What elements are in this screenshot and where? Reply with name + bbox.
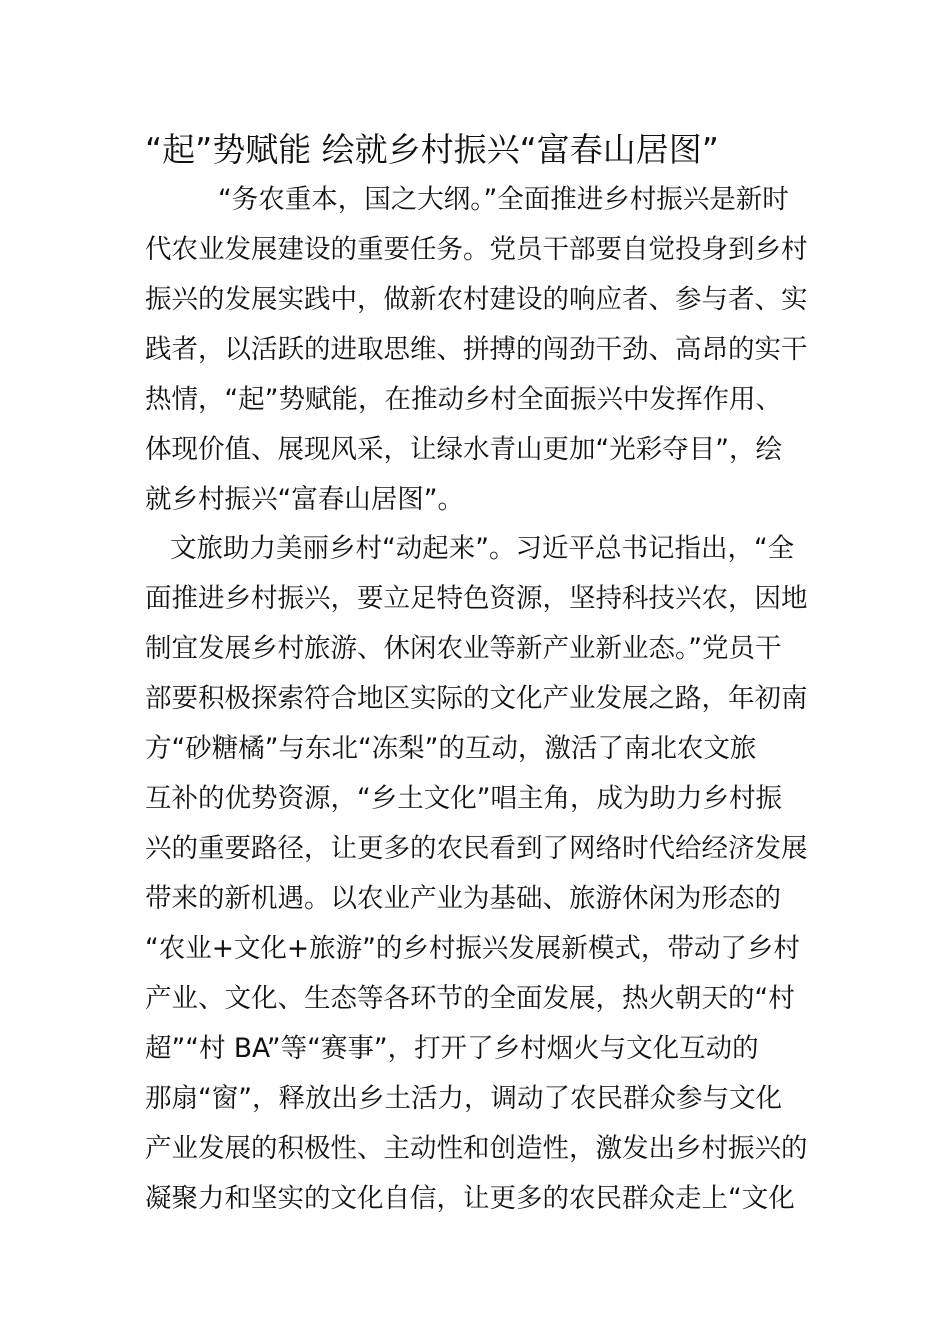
- paragraph-line: 方“砂糖橘”与东北“冻梨”的互动，激活了南北农文旅: [145, 733, 757, 764]
- paragraph-line: 那扇“窗”，释放出乡土活力，调动了农民群众参与文化: [145, 1083, 782, 1114]
- paragraph-line: 就乡村振兴“富春山居图”。: [145, 484, 464, 515]
- paragraph-line: “农业+文化+旅游”的乡村振兴发展新模式，带动了乡村: [145, 933, 800, 964]
- paragraph-line: 振兴的发展实践中，做新农村建设的响应者、参与者、实: [145, 284, 808, 315]
- paragraph-line: 带来的新机遇。以农业产业为基础、旅游休闲为形态的: [145, 883, 781, 914]
- paragraph-line: 热情，“起”势赋能，在推动乡村全面振兴中发挥作用、: [145, 384, 782, 415]
- paragraph-line: 代农业发展建设的重要任务。党员干部要自觉投身到乡村: [145, 234, 808, 265]
- paragraph-line: 兴的重要路径，让更多的农民看到了网络时代给经济发展: [145, 833, 808, 864]
- paragraph-line: 凝聚力和坚实的文化自信，让更多的农民群众走上“文化: [145, 1183, 795, 1214]
- paragraph-line: 体现价值、展现风采，让绿水青山更加“光彩夺目”，绘: [145, 434, 782, 465]
- paragraph-line: “务农重本，国之大纲。”全面推进乡村振兴是新时: [218, 184, 789, 215]
- paragraph-line: 产业、文化、生态等各环节的全面发展，热火朝天的“村: [145, 983, 795, 1014]
- paragraph-line: 产业发展的积极性、主动性和创造性，激发出乡村振兴的: [145, 1133, 808, 1164]
- paragraph-line: 互补的优势资源，“乡土文化”唱主角，成为助力乡村振: [145, 783, 782, 814]
- paragraph-line: 部要积极探索符合地区实际的文化产业发展之路，年初南: [145, 683, 808, 714]
- paragraph-line: 文旅助力美丽乡村“动起来”。习近平总书记指出，“全: [170, 533, 795, 564]
- paragraph-line: 践者，以活跃的进取思维、拼搏的闯劲干劲、高昂的实干: [145, 334, 808, 365]
- paragraph-line: 面推进乡村振兴，要立足特色资源，坚持科技兴农，因地: [145, 583, 808, 614]
- document-title: “起”势赋能 绘就乡村振兴“富春山居图”: [145, 130, 719, 169]
- paragraph-line: 制宜发展乡村旅游、休闲农业等新产业新业态。”党员干: [145, 633, 782, 664]
- paragraph-line: 超”“村 BA”等“赛事”，打开了乡村烟火与文化互动的: [145, 1033, 759, 1064]
